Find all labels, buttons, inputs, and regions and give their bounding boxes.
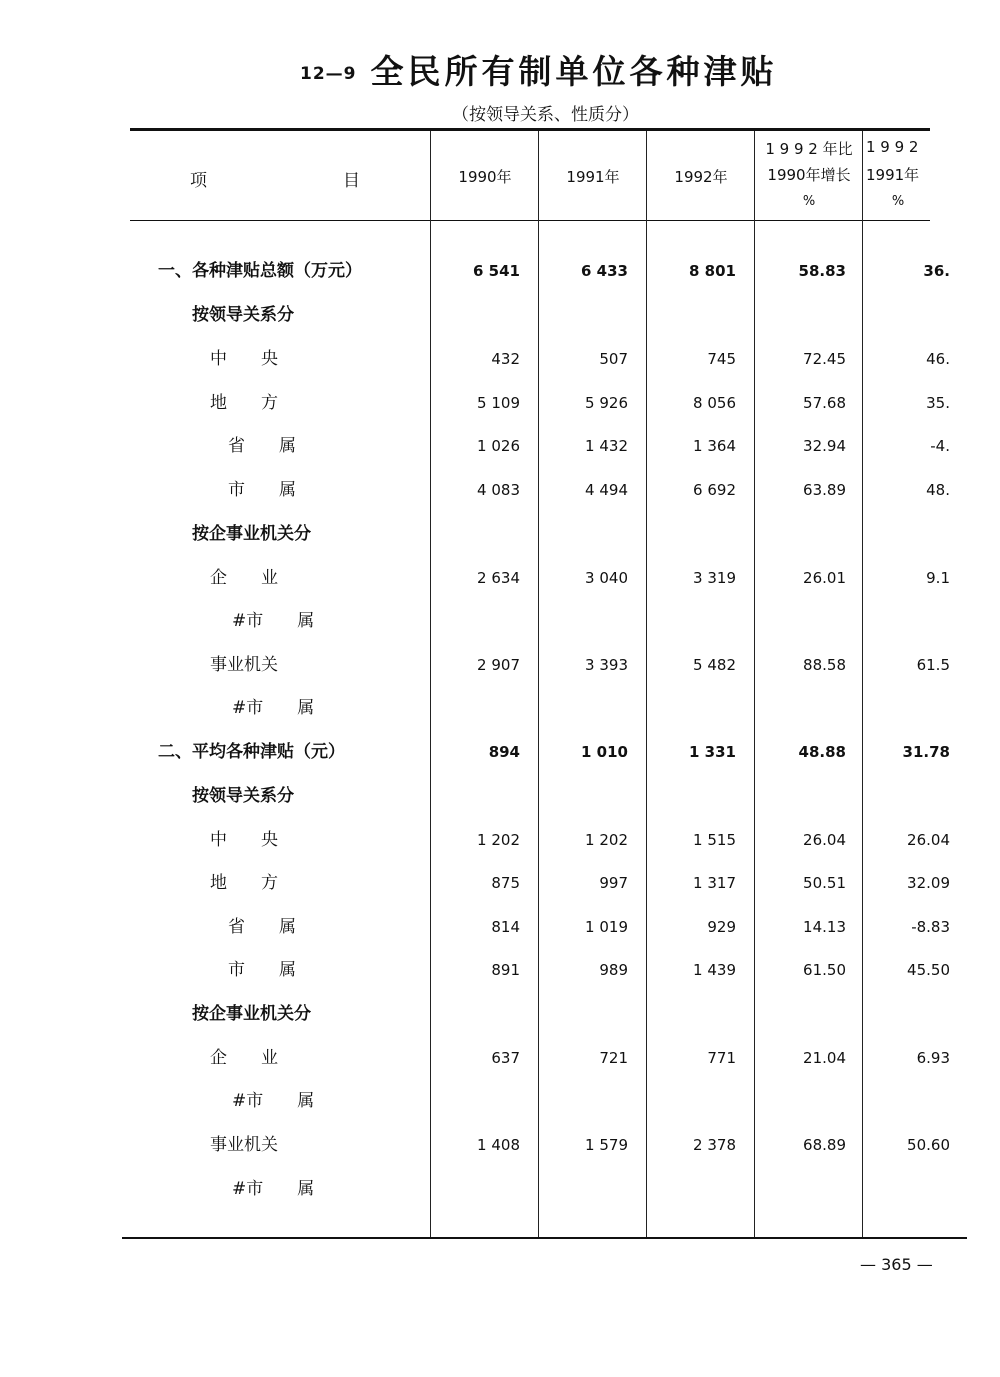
cell-growth-vs-1990: 21.04 (803, 1049, 846, 1067)
cell-growth-vs-1990: 48.88 (798, 743, 846, 761)
table-row (0, 388, 1000, 418)
column-header-1990: 1990年 (458, 168, 512, 186)
cell-growth-vs-1991: 46. (926, 350, 950, 368)
table-row (0, 650, 1000, 680)
table-row (0, 475, 1000, 505)
cell-value-1991: 5 926 (585, 394, 628, 412)
table-row (0, 693, 1000, 723)
row-label: 企 业 (210, 568, 278, 588)
row-label: 事业机关 (210, 655, 278, 675)
column-header-1991: 1991年 (566, 168, 620, 186)
cell-value-1990: 5 109 (477, 394, 520, 412)
cell-growth-vs-1991: 48. (926, 481, 950, 499)
column-header-growth-1990-line3: % (802, 194, 816, 209)
column-header-growth-1991-line2: 1991年 (866, 166, 920, 184)
table-row (0, 563, 1000, 593)
row-label: 事业机关 (210, 1135, 278, 1155)
cell-value-1992: 745 (707, 350, 736, 368)
table-number: 12—9 (300, 64, 357, 84)
cell-growth-vs-1991: 61.5 (916, 656, 950, 674)
cell-growth-vs-1991: 26.04 (907, 831, 950, 849)
cell-growth-vs-1991: 35. (926, 394, 950, 412)
cell-value-1990: 2 634 (477, 569, 520, 587)
cell-value-1992: 8 801 (689, 262, 736, 280)
cell-value-1990: 637 (491, 1049, 520, 1067)
cell-value-1992: 2 378 (693, 1136, 736, 1154)
row-label: 按企事业机关分 (192, 1004, 311, 1024)
cell-growth-vs-1990: 26.04 (803, 831, 846, 849)
cell-value-1990: 891 (491, 961, 520, 979)
table-row (0, 300, 1000, 330)
table-row (0, 344, 1000, 374)
cell-value-1991: 997 (599, 874, 628, 892)
cell-growth-vs-1991: 50.60 (907, 1136, 950, 1154)
cell-growth-vs-1991: -8.83 (911, 918, 950, 936)
row-label: #市 属 (232, 698, 315, 718)
cell-value-1990: 814 (491, 918, 520, 936)
row-label: 中 央 (210, 349, 278, 369)
cell-growth-vs-1991: 6.93 (916, 1049, 950, 1067)
cell-growth-vs-1990: 68.89 (803, 1136, 846, 1154)
cell-value-1991: 1 010 (581, 743, 628, 761)
column-header-growth-1990-line1: 1 9 9 2 年比 (765, 140, 853, 158)
column-header-1992: 1992年 (674, 168, 728, 186)
cell-value-1992: 929 (707, 918, 736, 936)
row-label: 按领导关系分 (192, 786, 294, 806)
table-row (0, 519, 1000, 549)
table-row (0, 955, 1000, 985)
cell-value-1990: 4 083 (477, 481, 520, 499)
table-row (0, 825, 1000, 855)
cell-growth-vs-1990: 26.01 (803, 569, 846, 587)
cell-growth-vs-1990: 72.45 (803, 350, 846, 368)
table-title (300, 46, 820, 93)
table-bottom-rule (122, 1237, 967, 1239)
table-row (0, 912, 1000, 942)
table-row (0, 1043, 1000, 1073)
cell-growth-vs-1990: 58.83 (798, 262, 846, 280)
cell-value-1990: 1 026 (477, 437, 520, 455)
cell-value-1991: 721 (599, 1049, 628, 1067)
cell-value-1990: 1 202 (477, 831, 520, 849)
table-top-rule (130, 128, 930, 131)
row-label: 市 属 (228, 480, 296, 500)
cell-growth-vs-1990: 88.58 (803, 656, 846, 674)
cell-growth-vs-1990: 32.94 (803, 437, 846, 455)
cell-value-1991: 3 393 (585, 656, 628, 674)
page-number: — 365 — (860, 1255, 933, 1274)
cell-value-1992: 771 (707, 1049, 736, 1067)
cell-growth-vs-1990: 63.89 (803, 481, 846, 499)
table-row (0, 868, 1000, 898)
row-label: 省 属 (228, 436, 296, 456)
row-label: 按企事业机关分 (192, 524, 311, 544)
cell-value-1992: 1 331 (689, 743, 736, 761)
cell-value-1992: 3 319 (693, 569, 736, 587)
cell-growth-vs-1991: 45.50 (907, 961, 950, 979)
row-label: 地 方 (210, 873, 278, 893)
row-label: 一、各种津贴总额（万元） (158, 261, 362, 281)
header-bottom-rule (130, 220, 930, 221)
cell-value-1991: 1 019 (585, 918, 628, 936)
cell-value-1990: 2 907 (477, 656, 520, 674)
cell-value-1992: 1 317 (693, 874, 736, 892)
cell-growth-vs-1990: 14.13 (803, 918, 846, 936)
cell-value-1990: 894 (488, 743, 520, 761)
row-label: 二、平均各种津贴（元） (158, 742, 345, 762)
cell-value-1991: 1 202 (585, 831, 628, 849)
cell-value-1990: 875 (491, 874, 520, 892)
cell-value-1991: 1 579 (585, 1136, 628, 1154)
cell-value-1990: 432 (491, 350, 520, 368)
table-row (0, 606, 1000, 636)
cell-value-1992: 1 439 (693, 961, 736, 979)
column-header-growth-1991-line1: 1 9 9 2 (866, 138, 919, 156)
table-row (0, 999, 1000, 1029)
table-row (0, 256, 1000, 286)
cell-growth-vs-1990: 57.68 (803, 394, 846, 412)
row-label: 地 方 (210, 393, 278, 413)
row-label: #市 属 (232, 1091, 315, 1111)
table-subtitle: （按领导关系、性质分） (452, 105, 639, 125)
cell-growth-vs-1991: 31.78 (902, 743, 950, 761)
row-label: 省 属 (228, 917, 296, 937)
column-header-item: 项 目 (190, 171, 360, 191)
table-row (0, 1174, 1000, 1204)
cell-value-1991: 6 433 (581, 262, 628, 280)
cell-growth-vs-1991: 32.09 (907, 874, 950, 892)
cell-value-1991: 3 040 (585, 569, 628, 587)
row-label: 按领导关系分 (192, 305, 294, 325)
cell-growth-vs-1991: 36. (923, 262, 950, 280)
cell-growth-vs-1991: 9.1 (926, 569, 950, 587)
cell-value-1992: 1 515 (693, 831, 736, 849)
table-row (0, 431, 1000, 461)
cell-value-1992: 8 056 (693, 394, 736, 412)
column-header-growth-1991-line3: % (891, 194, 905, 209)
cell-growth-vs-1990: 61.50 (803, 961, 846, 979)
cell-growth-vs-1990: 50.51 (803, 874, 846, 892)
row-label: 中 央 (210, 830, 278, 850)
table-row (0, 1130, 1000, 1160)
column-header-growth-1990-line2: 1990年增长 (767, 166, 851, 184)
table-title-text: 全民所有制单位各种津贴 (370, 52, 778, 91)
row-label: 企 业 (210, 1048, 278, 1068)
cell-value-1991: 1 432 (585, 437, 628, 455)
cell-growth-vs-1991: -4. (930, 437, 950, 455)
cell-value-1992: 1 364 (693, 437, 736, 455)
cell-value-1991: 4 494 (585, 481, 628, 499)
table-row (0, 737, 1000, 767)
cell-value-1990: 6 541 (473, 262, 520, 280)
cell-value-1991: 507 (599, 350, 628, 368)
cell-value-1991: 989 (599, 961, 628, 979)
cell-value-1990: 1 408 (477, 1136, 520, 1154)
table-row (0, 781, 1000, 811)
row-label: 市 属 (228, 960, 296, 980)
cell-value-1992: 6 692 (693, 481, 736, 499)
cell-value-1992: 5 482 (693, 656, 736, 674)
table-row (0, 1086, 1000, 1116)
row-label: #市 属 (232, 611, 315, 631)
row-label: #市 属 (232, 1179, 315, 1199)
